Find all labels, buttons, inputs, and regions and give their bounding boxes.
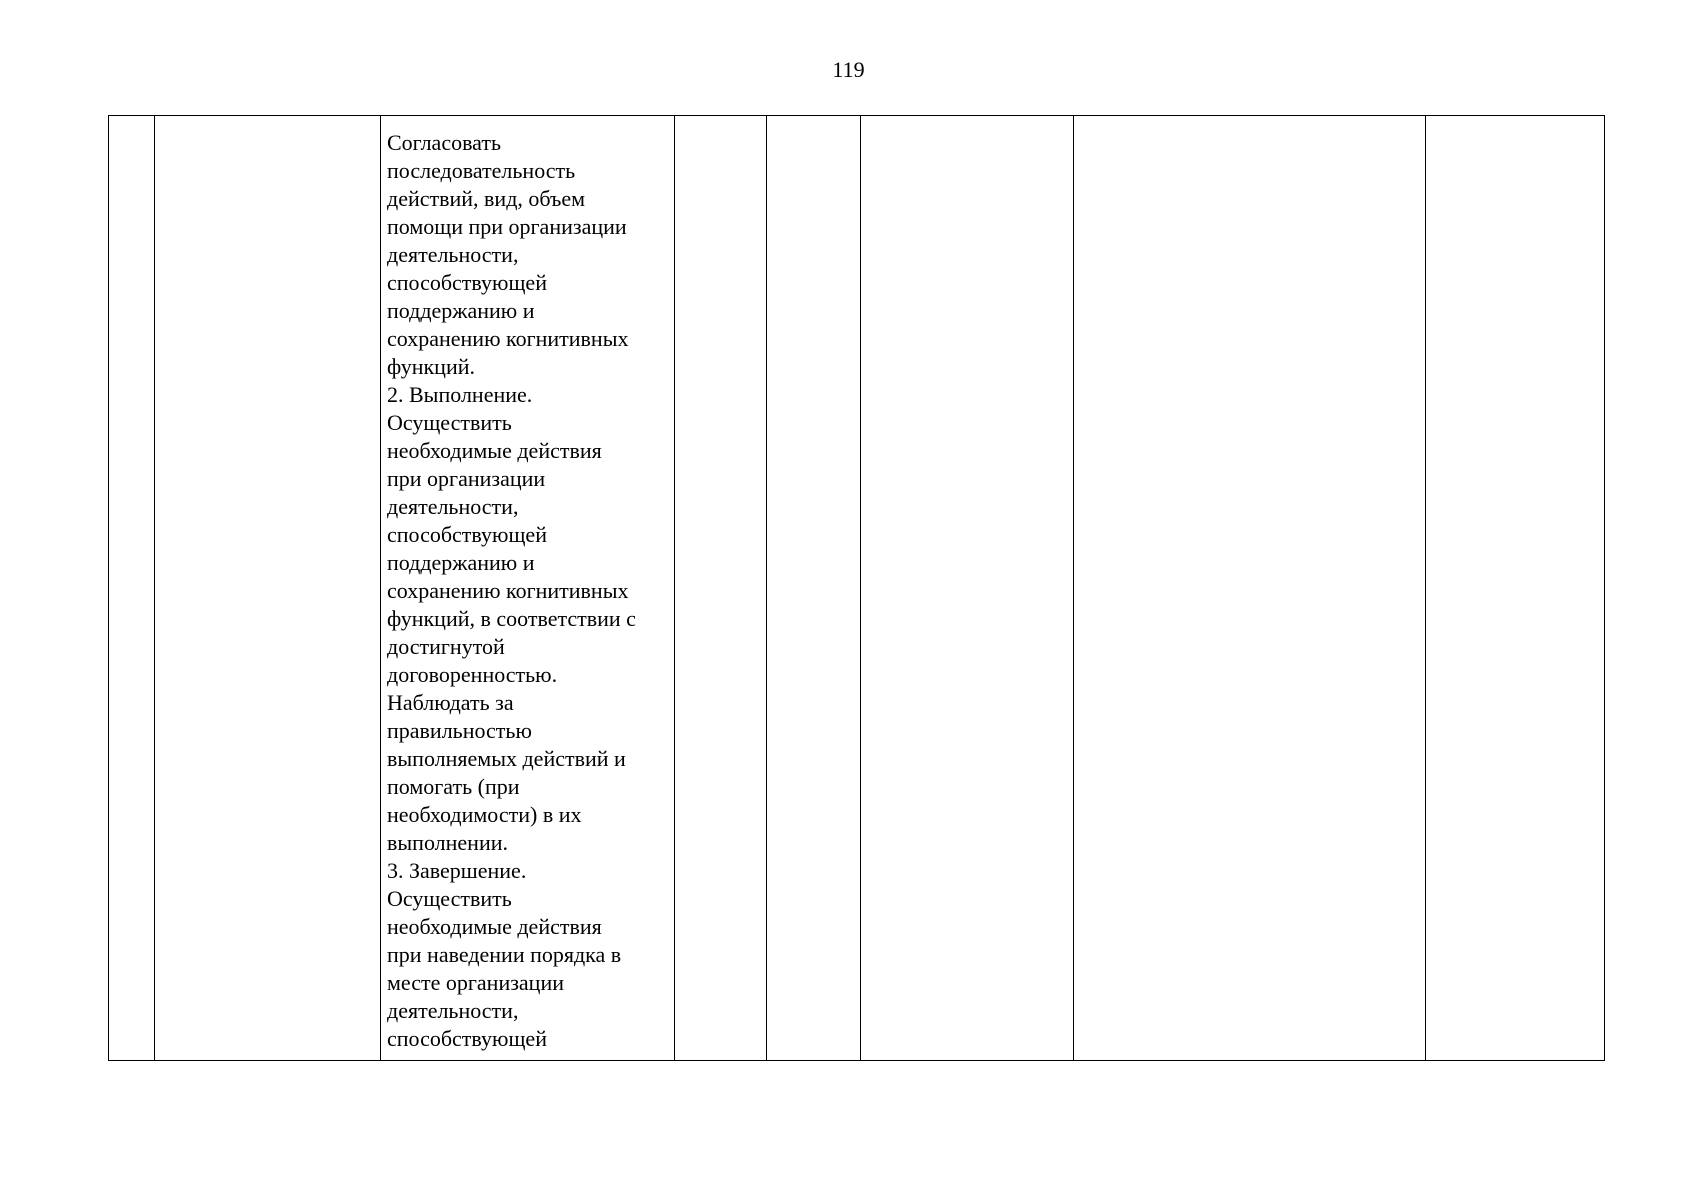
table-cell-8	[1426, 116, 1605, 1061]
table-row	[109, 116, 1605, 1061]
page-number: 119	[832, 57, 865, 82]
procedure-text: Согласовать последовательность действий, вид, объем помощи при организации деятельности, способствующей поддержанию и сохранению когнитивных функций. 2. Выполнение. Осуществить необходимые действия при организации деятельности, способствующей поддержанию и сохранению когнитивных функций, в соответствии с достигнутой договоренностью. Наблюдать за правильностью выполняемых действий и помогать (при необходимости) в их выполнении. 3. Завершение. Осуществить необходимые действия при наведении порядка в месте организации деятельности, способствующей	[387, 130, 636, 1051]
table-cell-5	[767, 116, 861, 1061]
table-cell-4	[675, 116, 767, 1061]
table-cell-1	[109, 116, 155, 1061]
table-cell-6	[861, 116, 1074, 1061]
table-cell-7	[1074, 116, 1426, 1061]
table-cell-2	[155, 116, 381, 1061]
document-table	[108, 115, 1605, 1061]
table-cell-3	[381, 116, 675, 1061]
